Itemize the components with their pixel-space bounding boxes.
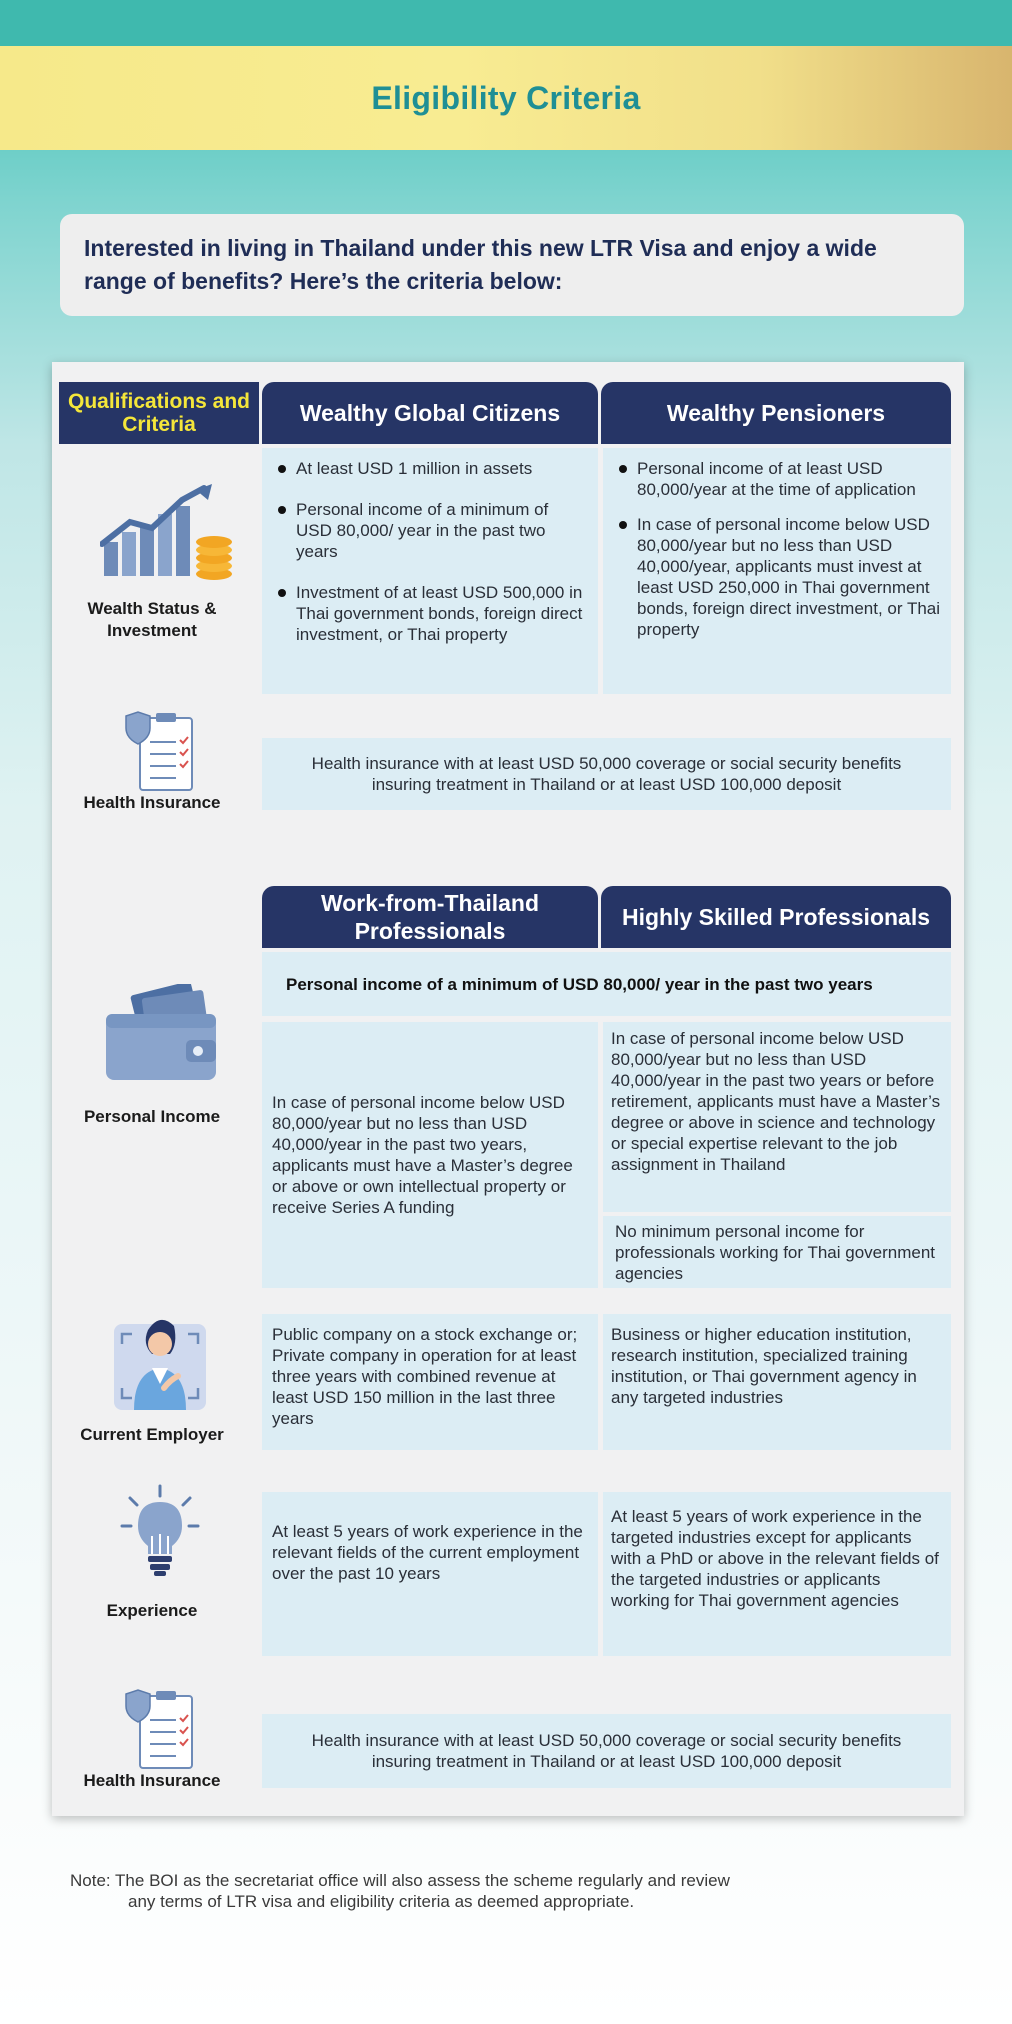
wealthy-pensioners-criteria: [603, 448, 951, 694]
work-from-thailand-income-criteria: In case of personal income below USD 80,000/year but no less than USD 40,000/year in the past two years, applicants must have a Master’s degree or above or own intellectual property or receive Series A funding: [262, 1022, 598, 1288]
intro-callout: Interested in living in Thailand under this new LTR Visa and enjoy a wide range of benefits? Here’s the criteria below:: [60, 214, 964, 316]
header-highly-skilled: Highly Skilled Professionals: [601, 886, 951, 948]
employee-profile-icon: [112, 1310, 208, 1412]
government-agency-income-note: No minimum personal income for professionals working for Thai government agencies: [603, 1216, 951, 1288]
row-label-current-employer: Current Employer: [80, 1425, 224, 1444]
highly-skilled-experience-criteria: At least 5 years of work experience in the targeted industries except for applicants with a PhD or above in the relevant fields of the targeted industries or applicants working for Thai government agencies: [603, 1492, 951, 1656]
health-insurance-criteria: Health insurance with at least USD 50,000 coverage or social security benefits insuring treatment in Thailand or at least USD 100,000 deposit: [262, 1714, 951, 1788]
header-wealthy-global-citizens: Wealthy Global Citizens: [262, 382, 598, 444]
list-item: At least USD 1 million in assets: [276, 458, 588, 479]
wealthy-global-citizens-criteria: [262, 448, 598, 694]
header-work-from-thailand: Work-from-Thailand Professionals: [262, 886, 598, 948]
list-item: Investment of at least USD 500,000 in Thai government bonds, foreign direct investment, or Thai property: [276, 582, 588, 645]
highly-skilled-employer-criteria: Business or higher education institution, research institution, specialized training institution, or Thai government agency in any targeted industries: [603, 1314, 951, 1450]
footnote-line: Note: The BOI as the secretariat office will also assess the scheme regularly and review: [70, 1871, 730, 1890]
list-item: Personal income of a minimum of USD 80,000/ year in the past two years: [276, 499, 588, 562]
row-label-health-insurance: Health Insurance: [83, 1771, 221, 1790]
growth-chart-coins-icon: [100, 484, 240, 584]
work-from-thailand-experience-criteria: At least 5 years of work experience in the relevant fields of the current employment over the past 10 years: [262, 1492, 598, 1656]
row-label-experience: Experience: [106, 1601, 198, 1620]
row-label-wealth: Wealth Status & Investment: [87, 599, 217, 640]
row-label-personal-income: Personal Income: [83, 1107, 221, 1126]
work-from-thailand-employer-criteria: Public company on a stock exchange or; Private company in operation for at least three years with combined revenue at least USD 150 million in the last three years: [262, 1314, 598, 1450]
row-label-health-insurance: Health Insurance: [83, 793, 221, 812]
top-color-band: [0, 0, 1012, 46]
insurance-checklist-icon: [124, 710, 198, 794]
highly-skilled-income-criteria: In case of personal income below USD 80,000/year but no less than USD 40,000/year in the past two years or before retirement, applicants must have a Master’s degree or above in science and technology or special expertise relevant to the job assignment in Thailand: [603, 1022, 951, 1212]
light-bulb-icon: [120, 1484, 200, 1578]
qualifications-header: Qualifications and Criteria: [59, 382, 259, 444]
footnote: [70, 1870, 950, 1912]
wallet-icon: [104, 984, 222, 1084]
footnote-line: any terms of LTR visa and eligibility criteria as deemed appropriate.: [128, 1892, 635, 1911]
title-banner: [0, 46, 1012, 150]
criteria-panel: [52, 362, 964, 1816]
insurance-checklist-icon: [124, 1688, 198, 1772]
personal-income-shared-criteria: Personal income of a minimum of USD 80,000/ year in the past two years: [262, 952, 951, 1016]
list-item: Personal income of at least USD 80,000/year at the time of application: [617, 458, 941, 500]
page-title: Eligibility Criteria: [371, 79, 641, 116]
list-item: In case of personal income below USD 80,000/year but no less than USD 40,000/year, applicants must invest at least USD 250,000 in Thai government bonds, foreign direct investment, or Thai property: [617, 514, 941, 640]
header-wealthy-pensioners: Wealthy Pensioners: [601, 382, 951, 444]
health-insurance-criteria: Health insurance with at least USD 50,000 coverage or social security benefits insuring treatment in Thailand or at least USD 100,000 deposit: [262, 738, 951, 810]
